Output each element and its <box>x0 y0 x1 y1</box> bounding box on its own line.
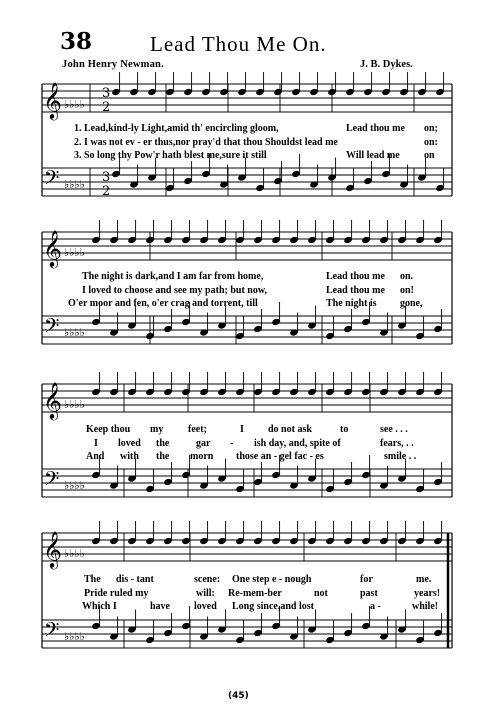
system-3-bass-key-signature-icon: ♭♭♭♭ <box>64 479 85 492</box>
lyric-s3-v2-e: - <box>230 438 234 449</box>
hymn-number: 38 <box>60 28 93 55</box>
lyric-s4-v2-b: will: <box>196 588 215 599</box>
lyric-s3-v1-d: I <box>240 424 244 435</box>
lyric-s3-v2-c: the <box>156 438 170 449</box>
author-credit: John Henry Newman. <box>62 59 164 70</box>
system-1-bass-time-signature-icon: 2 <box>102 184 111 199</box>
lyric-s2-v3-b: The night is <box>326 298 377 309</box>
lyric-s4-v1-f: me. <box>416 574 432 585</box>
lyric-s4-v3-e: a - <box>370 601 381 612</box>
system-4-treble-key-signature-icon: ♭♭♭♭ <box>64 547 85 560</box>
lyric-s3-v2-d: gar <box>196 438 211 449</box>
system-4-treble-clef-icon: 𝄞 <box>43 530 62 568</box>
lyric-s4-v1-b: dis - tant <box>116 574 154 585</box>
lyric-s3-v1-g: see . . . <box>380 424 408 435</box>
lyric-s4-v2-f: years! <box>414 588 441 599</box>
lyric-s3-v3-e: those an - gel fac - es <box>236 451 324 462</box>
lyric-s4-v3-b: have <box>150 601 170 612</box>
lyric-s3-v1-b: my <box>150 424 164 435</box>
lyric-s4-v2-a: Pride ruled my <box>84 588 149 599</box>
system-3-treble-key-signature-icon: ♭♭♭♭ <box>64 398 85 411</box>
lyric-s2-v1-c: on. <box>400 271 414 282</box>
system-1-treble-time-signature-icon: 3 <box>102 86 111 101</box>
lyric-s4-v3-c: loved <box>194 601 217 612</box>
lyric-s1-v3-c: on <box>424 150 435 161</box>
lyric-s2-v2-a: I loved to choose and see my path; but now, <box>82 285 268 296</box>
lyric-s1-v3-a: 3. So long thy Pow'r hath blest me,sure it still <box>74 150 267 161</box>
lyric-s1-v1-c: on; <box>424 123 438 134</box>
system-2-treble-clef-icon: 𝄞 <box>43 229 62 267</box>
system-1-treble-time-signature-icon: 2 <box>102 100 111 115</box>
lyric-s3-v3-a: And <box>86 451 105 462</box>
system-2-bass-key-signature-icon: ♭♭♭♭ <box>64 326 85 339</box>
hymn-title: Lead Thou Me On. <box>150 32 327 56</box>
lyric-s3-v3-d: morn <box>190 451 214 462</box>
lyric-s3-v1-c: feet; <box>188 424 207 435</box>
lyric-s4-v1-c: scene: <box>194 574 221 585</box>
lyric-s4-v2-e: past <box>360 588 378 599</box>
lyric-s3-v1-e: do not ask <box>268 424 312 435</box>
lyric-s4-v2-d: not <box>314 588 328 599</box>
system-1-treble-clef-icon: 𝄞 <box>43 81 62 119</box>
lyric-s2-v2-c: on! <box>400 285 414 296</box>
lyric-s4-v1-e: for <box>360 574 373 585</box>
composer-credit: J. B. Dykes. <box>360 59 413 70</box>
lyric-s1-v2-b: on: <box>424 137 438 148</box>
lyric-s3-v2-b: loved <box>118 438 141 449</box>
lyric-s4-v1-d: One step e - nough <box>232 574 312 585</box>
lyric-s3-v3-f: smile . . <box>384 451 417 462</box>
lyric-s3-v1-f: to <box>340 424 349 435</box>
lyric-s4-v1-a: The <box>84 574 101 585</box>
lyric-s3-v3-b: with <box>120 451 139 462</box>
system-3-bass-clef-icon: 𝄢 <box>44 467 60 495</box>
lyric-s2-v2-b: Lead thou me <box>326 285 385 296</box>
lyric-s3-v3-c: the <box>156 451 170 462</box>
lyric-s4-v3-a: Which I <box>82 601 117 612</box>
system-1-bass-key-signature-icon: ♭♭♭♭ <box>64 178 85 191</box>
page-number: (45) <box>228 691 249 701</box>
lyric-s4-v3-f: while! <box>412 601 439 612</box>
lyric-s3-v2-f: ish day, and, spite of <box>254 438 341 449</box>
system-3-treble-clef-icon: 𝄞 <box>43 381 62 419</box>
lyric-s1-v1-a: 1. Lead,kind-ly Light,amid th' encircling gloom, <box>74 123 279 134</box>
lyric-s3-v2-g: fears, . . <box>380 438 414 449</box>
system-1-treble-key-signature-icon: ♭♭♭♭ <box>64 98 85 111</box>
system-2-bass-clef-icon: 𝄢 <box>44 314 60 342</box>
lyric-s1-v3-b: Will lead me <box>346 150 400 161</box>
lyric-s3-v1-a: Keep thou <box>86 424 131 435</box>
lyric-s1-v1-b: Lead thou me <box>346 123 405 134</box>
system-1-bass-time-signature-icon: 3 <box>102 170 111 185</box>
lyric-s2-v1-b: Lead thou me <box>326 271 385 282</box>
system-4-bass-clef-icon: 𝄢 <box>44 618 60 646</box>
lyric-s2-v1-a: The night is dark,and I am far from home, <box>82 271 264 282</box>
lyric-s2-v3-c: gone, <box>400 298 423 309</box>
system-4-bass-key-signature-icon: ♭♭♭♭ <box>64 630 85 643</box>
lyric-s1-v2-a: 2. I was not ev - er thus,nor pray'd that thou Shouldst lead me <box>74 137 338 148</box>
lyric-s4-v3-d: Long since,and lost <box>232 601 314 612</box>
system-2-treble-key-signature-icon: ♭♭♭♭ <box>64 246 85 259</box>
lyric-s2-v3-a: O'er moor and fen, o'er crag and torrent, till <box>68 298 258 309</box>
lyric-s4-v2-c: Re-mem-ber <box>228 588 282 599</box>
system-1-bass-clef-icon: 𝄢 <box>44 166 60 194</box>
lyric-s3-v2-a: I <box>94 438 98 449</box>
